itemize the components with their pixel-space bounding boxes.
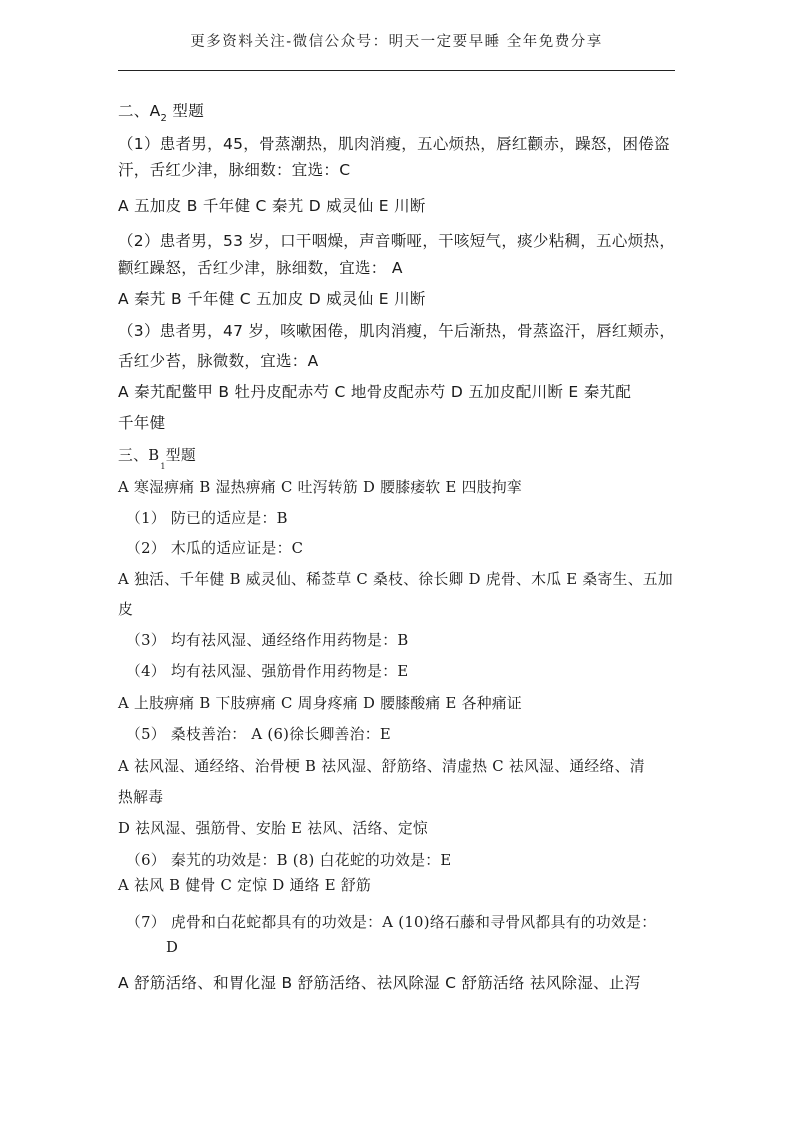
section-b1-subscript: 1	[160, 462, 166, 471]
group-1-question-1: （1） 防已的适应是：B	[126, 510, 288, 527]
question-3-line-2: 舌红少苔，脉微数，宜选：A	[118, 352, 319, 370]
group-4-question-6: （6） 秦艽的功效是：B (8) 白花蛇的功效是：E	[126, 852, 452, 869]
section-a2-prefix: 二、A	[118, 102, 161, 120]
group-1-options: A 寒湿痹痛 B 湿热痹痛 C 吐泻转筋 D 腰膝痿软 E 四肢拘挛	[118, 479, 523, 496]
group-2-options-line-2: 皮	[118, 601, 134, 618]
question-2-options: A 秦艽 B 千年健 C 五加皮 D 威灵仙 E 川断	[118, 290, 426, 308]
question-2-line-2: 颧红躁怒，舌红少津，脉细数，宜选： A	[118, 259, 403, 277]
section-a2-suffix: 型题	[167, 102, 205, 120]
group-5-question-7-line-1: （7） 虎骨和白花蛇都具有的功效是：A (10)络石藤和寻骨风都具有的功效是：	[126, 914, 657, 931]
group-4-options-line-3: D 祛风湿、强筋骨、安胎 E 祛风、活络、定惊	[118, 820, 429, 837]
question-1-line-2: 汗，舌红少津，脉细数：宜选：C	[118, 161, 351, 179]
section-b1-suffix: 型题	[165, 447, 196, 464]
section-a2-heading	[118, 101, 204, 129]
question-1-line-1: （1）患者男，45，骨蒸潮热，肌肉消瘦，五心烦热，唇红颧赤，躁怒，困倦盗	[118, 135, 670, 153]
question-3-options-line-2: 千年健	[118, 414, 166, 432]
group-5-options: A 祛风 B 健骨 C 定惊 D 通络 E 舒筋	[118, 877, 372, 894]
group-4-options-line-1: A 祛风湿、通经络、治骨梗 B 祛风湿、舒筋络、清虚热 C 祛风湿、通经络、清	[118, 758, 645, 775]
question-3-options-line-1: A 秦艽配鳖甲 B 牡丹皮配赤芍 C 地骨皮配赤芍 D 五加皮配川断 E 秦艽配	[118, 383, 632, 401]
group-3-question-5: （5） 桑枝善治： A (6)徐长卿善治：E	[126, 726, 391, 743]
section-a2-subscript: 2	[160, 113, 168, 124]
group-6-options: A 舒筋活络、和胃化湿 B 舒筋活络、祛风除湿 C 舒筋活络 祛风除湿、止泻	[118, 974, 641, 992]
group-4-options-line-2: 热解毒	[118, 789, 164, 806]
question-1-options: A 五加皮 B 千年健 C 秦艽 D 威灵仙 E 川断	[118, 197, 426, 215]
group-2-question-4: （4） 均有祛风湿、强筋骨作用药物是：E	[126, 663, 409, 680]
group-5-question-7-line-2: D	[166, 939, 179, 956]
group-1-question-2: （2） 木瓜的适应证是：C	[126, 540, 304, 557]
group-2-options-line-1: A 独活、千年健 B 威灵仙、稀莶草 C 桑枝、徐长卿 D 虎骨、木瓜 E 桑寄生、五加	[118, 571, 673, 588]
question-3-line-1: （3）患者男，47 岁，咳嗽困倦，肌肉消瘦，午后渐热，骨蒸盗汗，唇红颊赤，	[118, 322, 676, 340]
header-rule	[118, 70, 675, 71]
group-3-options: A 上肢痹痛 B 下肢痹痛 C 周身疼痛 D 腰膝酸痛 E 各种痛证	[118, 695, 523, 712]
group-2-question-3: （3） 均有祛风湿、通经络作用药物是：B	[126, 632, 409, 649]
question-2-line-1: （2）患者男，53 岁，口干咽燥，声音嘶哑，干咳短气，痰少粘稠，五心烦热，	[118, 232, 676, 250]
page-header: 更多资料关注-微信公众号：明天一定要早睡 全年免费分享	[190, 34, 603, 50]
section-b1-prefix: 三、B	[118, 447, 160, 464]
section-b1-heading	[118, 446, 196, 477]
